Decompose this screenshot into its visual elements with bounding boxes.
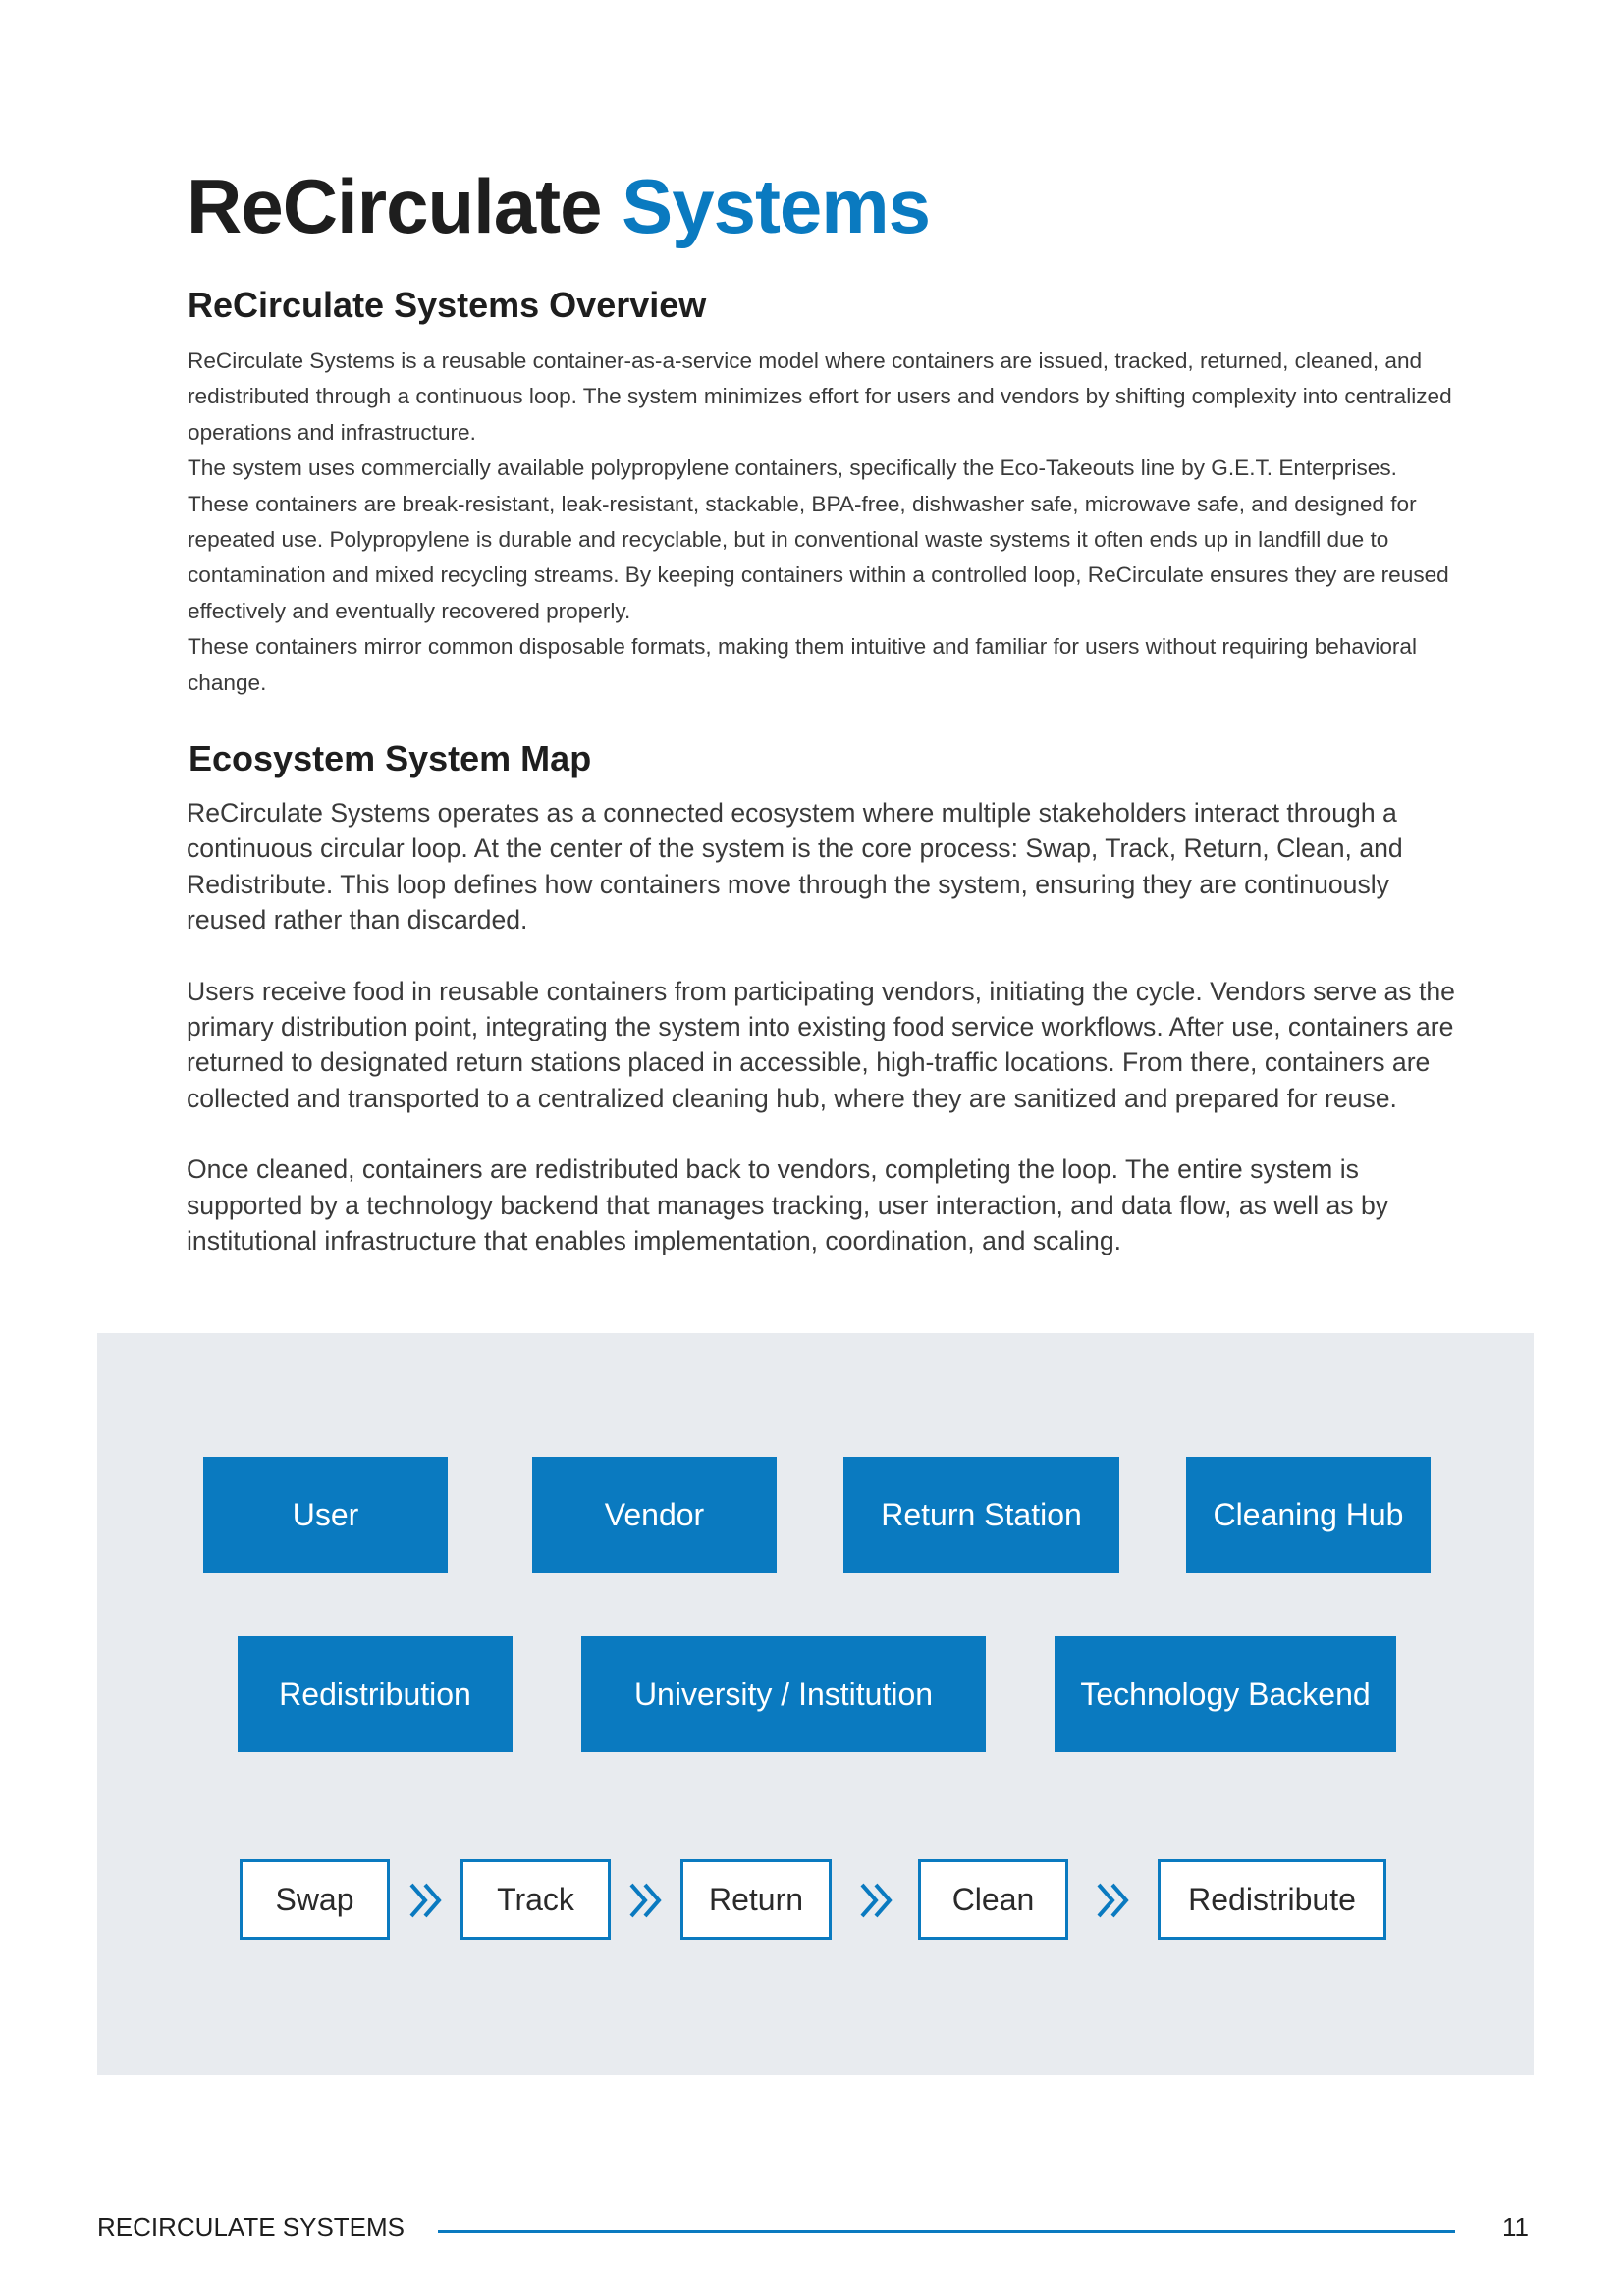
ecosystem-paragraph: Users receive food in reusable containers from participating vendors, initiating the cycle. Vendors serve as the primary distribution point, integrating the system into existing food service workflows. After use, containers are returned to designated return stations placed in accessible, high-traffic locations. From there, containers are collected and transported to a centralized cleaning hub, where they are sanitized and prepared for reuse.: [187, 976, 1455, 1113]
ecosystem-paragraph: Once cleaned, containers are redistributed back to vendors, completing the loop. The entire system is supported by a technology backend that manages tracking, user interaction, and data flow, as well as by institutional infrastructure that enables implementation, coordination, and scaling.: [187, 1154, 1389, 1256]
footer-label: RECIRCULATE SYSTEMS: [97, 2213, 406, 2242]
title-accent: Systems: [622, 163, 931, 249]
chevron-right-icon: [1096, 1882, 1131, 1919]
title-main: ReCirculate: [187, 163, 602, 249]
process-step-swap: Swap: [240, 1859, 390, 1940]
page-title: [187, 159, 930, 253]
overview-heading: ReCirculate Systems Overview: [188, 285, 707, 325]
chevron-right-icon: [408, 1882, 444, 1919]
ecosystem-paragraph: ReCirculate Systems operates as a connected ecosystem where multiple stakeholders interact through a continuous circular loop. At the center of the system is the core process: Swap, Track, Return, Clean, and Redistribute. This loop defines how containers move through the system, ensuring they are continuously reused rather than discarded.: [187, 798, 1403, 935]
stakeholder-university-institution: University / Institution: [581, 1636, 986, 1752]
overview-paragraph: The system uses commercially available polypropylene containers, specifically the Eco-Takeouts line by G.E.T. Enterprises. These containers are break-resistant, leak-resistant, stackable, BPA-free, dishwasher safe, microwave safe, and designed for repeated use. Polypropylene is durable and recyclable, but in conventional waste systems it often ends up in landfill due to contamination and mixed recycling streams. By keeping containers within a controlled loop, ReCirculate ensures they are reused effectively and eventually recovered properly.: [188, 455, 1449, 623]
process-step-redistribute: Redistribute: [1158, 1859, 1386, 1940]
page-number: 11: [1502, 2213, 1529, 2242]
stakeholder-redistribution: Redistribution: [238, 1636, 513, 1752]
stakeholder-technology-backend: Technology Backend: [1055, 1636, 1396, 1752]
ecosystem-body: [187, 795, 1463, 1258]
overview-body: [188, 344, 1464, 701]
footer-divider: [438, 2230, 1455, 2233]
process-step-clean: Clean: [918, 1859, 1068, 1940]
stakeholder-return-station: Return Station: [843, 1457, 1119, 1573]
stakeholder-vendor: Vendor: [532, 1457, 777, 1573]
process-step-track: Track: [460, 1859, 611, 1940]
overview-paragraph: ReCirculate Systems is a reusable container-as-a-service model where containers are issued, tracked, returned, cleaned, and redistributed through a continuous loop. The system minimizes effort for users and vendors by shifting complexity into centralized operations and infrastructure.: [188, 348, 1452, 445]
chevron-right-icon: [859, 1882, 894, 1919]
ecosystem-diagram: [97, 1333, 1534, 2075]
overview-paragraph: These containers mirror common disposable formats, making them intuitive and familiar for users without requiring behavioral change.: [188, 634, 1417, 695]
process-step-return: Return: [680, 1859, 832, 1940]
ecosystem-heading: Ecosystem System Map: [189, 738, 592, 778]
stakeholder-user: User: [203, 1457, 448, 1573]
stakeholder-cleaning-hub: Cleaning Hub: [1186, 1457, 1431, 1573]
chevron-right-icon: [628, 1882, 664, 1919]
